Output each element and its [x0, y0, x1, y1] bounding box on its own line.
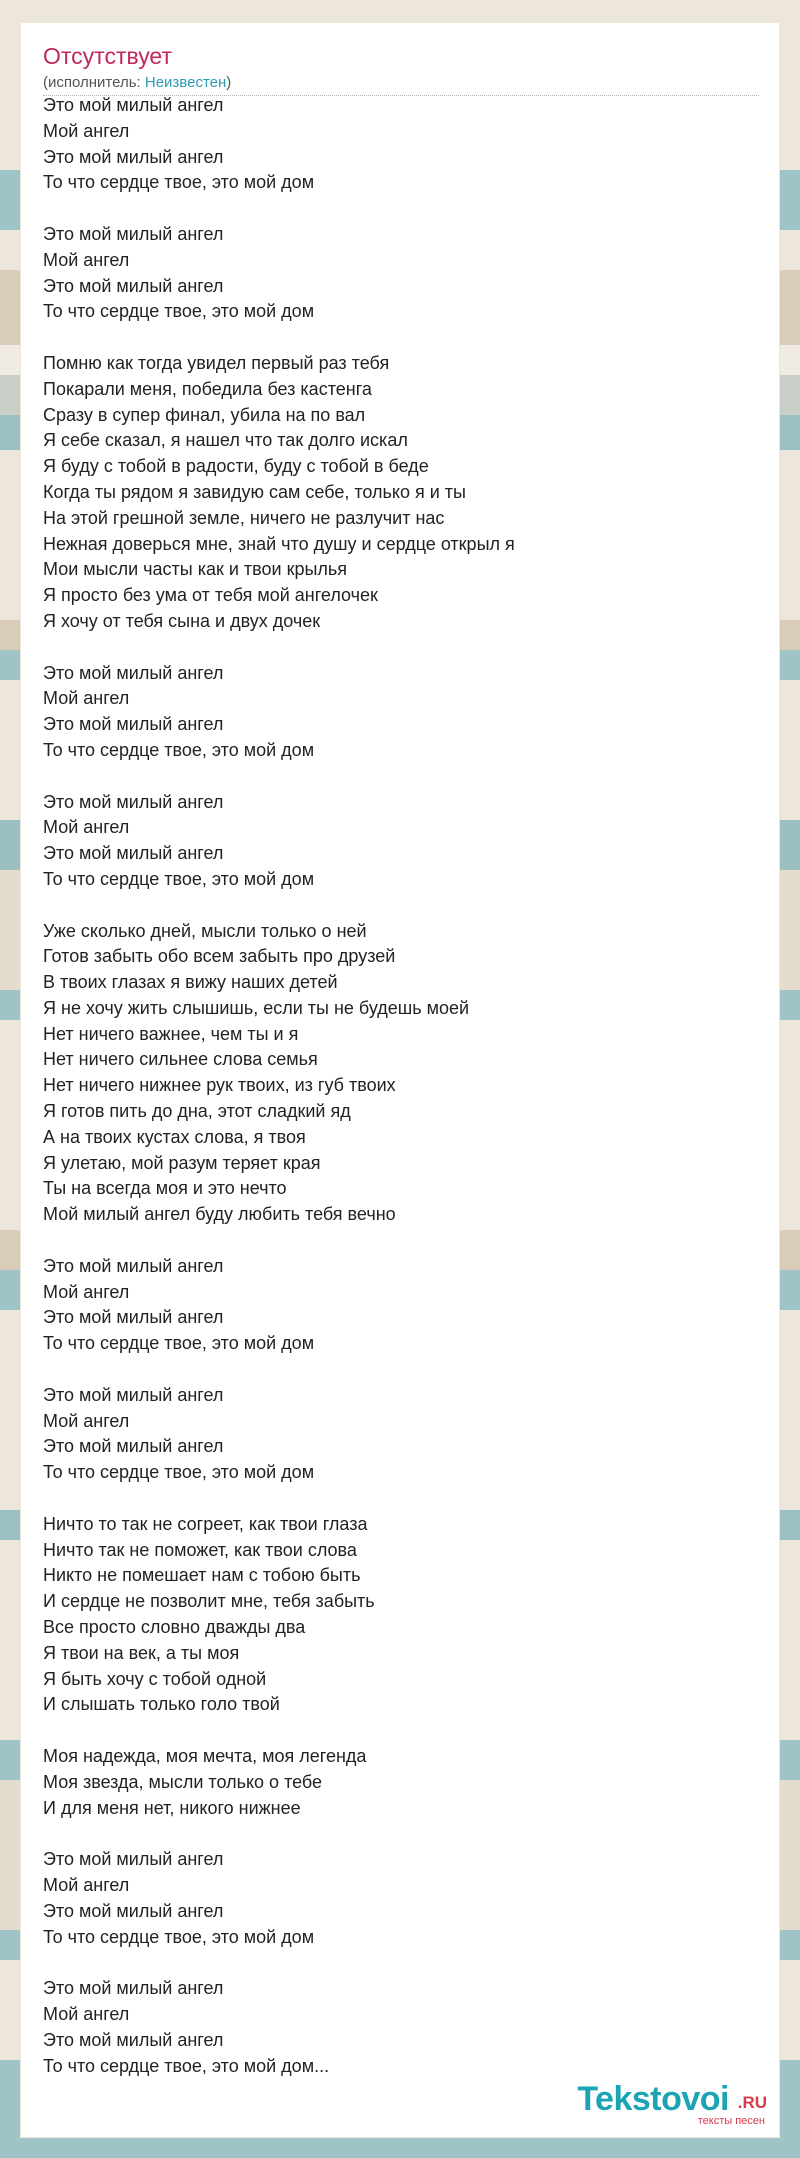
- lyric-line: Мой ангел: [43, 1281, 130, 1302]
- lyric-line: Мой ангел: [43, 817, 130, 838]
- lyric-line: Я себе сказал, я нашел что так долго искал: [43, 430, 408, 451]
- lyric-line: Уже сколько дней, мысли только о ней: [43, 920, 367, 941]
- lyric-line: Ничто то так не согреет, как твои глаза: [43, 1513, 368, 1534]
- site-logo[interactable]: [569, 2079, 769, 2127]
- lyric-line: А на твоих кустах слова, я твоя: [43, 1126, 306, 1147]
- lyric-line: Я буду с тобой в радости, буду с тобой в беде: [43, 456, 429, 477]
- lyric-line: Мой милый ангел буду любить тебя вечно: [43, 1204, 396, 1225]
- lyric-line: Нет ничего сильнее слова семья: [43, 1049, 318, 1070]
- lyric-line: Моя надежда, моя мечта, моя легенда: [43, 1746, 367, 1766]
- lyric-line: Все просто словно дважды два: [43, 1617, 306, 1638]
- lyric-line: Сразу в супер финал, убила на по вал: [43, 404, 366, 425]
- lyrics-stanza: [43, 351, 759, 635]
- lyric-line: Я готов пить до дна, этот сладкий яд: [43, 1101, 351, 1122]
- artist-suffix: ): [226, 74, 232, 91]
- lyric-line: Это мой милый ангел: [43, 1384, 224, 1405]
- lyric-line: Ты на всегда моя и это нечто: [43, 1178, 287, 1199]
- lyrics-stanza: [43, 1512, 759, 1718]
- lyric-line: Я хочу от тебя сына и двух дочек: [43, 610, 321, 631]
- lyric-line: Это мой милый ангел: [43, 1978, 224, 1999]
- lyric-line: И сердце не позволит мне, тебя забыть: [43, 1591, 375, 1612]
- lyrics-stanza: [43, 1847, 759, 1950]
- artist-link[interactable]: Неизвестен: [144, 74, 227, 91]
- lyric-line: Мой ангел: [43, 1874, 130, 1895]
- lyric-line: То что сердце твое, это мой дом: [43, 172, 315, 193]
- lyric-line: То что сердце твое, это мой дом...: [43, 2055, 330, 2076]
- lyric-line: Я твои на век, а ты моя: [43, 1642, 240, 1663]
- lyric-line: Помню как тогда увидел первый раз тебя: [43, 352, 390, 373]
- lyrics-stanza: [43, 790, 759, 893]
- lyric-line: Ничто так не поможет, как твои слова: [43, 1539, 357, 1560]
- lyric-line: Это мой милый ангел: [43, 2029, 224, 2050]
- lyric-line: Готов забыть обо всем забыть про друзей: [43, 946, 396, 967]
- lyrics-stanza: [43, 1254, 759, 1357]
- lyric-line: Это мой милый ангел: [43, 1436, 224, 1457]
- lyric-line: Это мой милый ангел: [43, 662, 224, 683]
- lyric-line: И для меня нет, никого нижнее: [43, 1797, 301, 1818]
- lyric-line: Покарали меня, победила без кастенга: [43, 378, 372, 399]
- lyric-line: Это мой милый ангел: [43, 95, 224, 115]
- logo-domain: .RU: [737, 2093, 767, 2112]
- lyrics-stanza: [43, 1976, 759, 2079]
- lyric-line: То что сердце твое, это мой дом: [43, 1926, 315, 1947]
- lyric-line: В твоих глазах я вижу наших детей: [43, 972, 338, 993]
- lyric-line: Мой ангел: [43, 1410, 130, 1431]
- lyric-line: Моя звезда, мысли только о тебе: [43, 1771, 323, 1792]
- lyrics-stanza: [43, 1383, 759, 1486]
- lyric-line: То что сердце твое, это мой дом: [43, 301, 315, 322]
- lyric-line: Когда ты рядом я завидую сам себе, только я и ты: [43, 481, 466, 502]
- song-title: Отсутствует: [43, 43, 172, 69]
- lyric-line: То что сердце твое, это мой дом: [43, 1333, 315, 1354]
- lyric-line: Это мой милый ангел: [43, 146, 224, 167]
- lyrics-text: [43, 93, 759, 2105]
- lyrics-stanza: [43, 1744, 759, 1821]
- lyric-line: Мой ангел: [43, 688, 130, 709]
- lyric-line: То что сердце твое, это мой дом: [43, 739, 315, 760]
- lyric-line: Это мой милый ангел: [43, 1255, 224, 1276]
- lyric-line: Нежная доверься мне, знай что душу и сердце открыл я: [43, 533, 515, 554]
- lyric-line: Нет ничего важнее, чем ты и я: [43, 1023, 299, 1044]
- logo-wordmark: Tekstovoi: [577, 2080, 729, 2118]
- lyric-line: Мой ангел: [43, 2003, 130, 2024]
- lyric-line: Я просто без ума от тебя мой ангелочек: [43, 585, 378, 606]
- lyric-line: Это мой милый ангел: [43, 223, 224, 244]
- lyric-line: Это мой милый ангел: [43, 1307, 224, 1328]
- lyric-line: Это мой милый ангел: [43, 1849, 224, 1870]
- lyric-line: Нет ничего нижнее рук твоих, из губ твоих: [43, 1075, 396, 1096]
- lyric-line: Мой ангел: [43, 120, 130, 141]
- logo-tagline: тексты песен: [697, 2115, 765, 2127]
- lyric-line: Мои мысли часты как и твои крылья: [43, 559, 348, 580]
- lyrics-stanza: [43, 93, 759, 196]
- lyric-line: Это мой милый ангел: [43, 275, 224, 296]
- lyric-line: Это мой милый ангел: [43, 714, 224, 735]
- lyric-line: И слышать только голо твой: [43, 1694, 280, 1715]
- lyric-line: То что сердце твое, это мой дом: [43, 868, 315, 889]
- lyric-line: Я быть хочу с тобой одной: [43, 1668, 267, 1689]
- lyrics-stanza: [43, 222, 759, 325]
- lyrics-stanza: [43, 919, 759, 1229]
- lyric-line: То что сердце твое, это мой дом: [43, 1462, 315, 1483]
- lyrics-stanza: [43, 661, 759, 764]
- lyric-line: На этой грешной земле, ничего не разлучит нас: [43, 507, 445, 528]
- lyric-line: Это мой милый ангел: [43, 1900, 224, 1921]
- lyric-line: Это мой милый ангел: [43, 791, 224, 812]
- lyrics-card: [20, 22, 780, 2138]
- lyric-line: Это мой милый ангел: [43, 843, 224, 864]
- lyric-line: Никто не помешает нам с тобою быть: [43, 1565, 361, 1586]
- artist-prefix: (исполнитель:: [43, 74, 145, 91]
- artist-line: [43, 73, 231, 93]
- lyric-line: Я улетаю, мой разум теряет края: [43, 1152, 321, 1173]
- lyric-line: Я не хочу жить слышишь, если ты не будешь моей: [43, 997, 470, 1018]
- lyric-line: Мой ангел: [43, 249, 130, 270]
